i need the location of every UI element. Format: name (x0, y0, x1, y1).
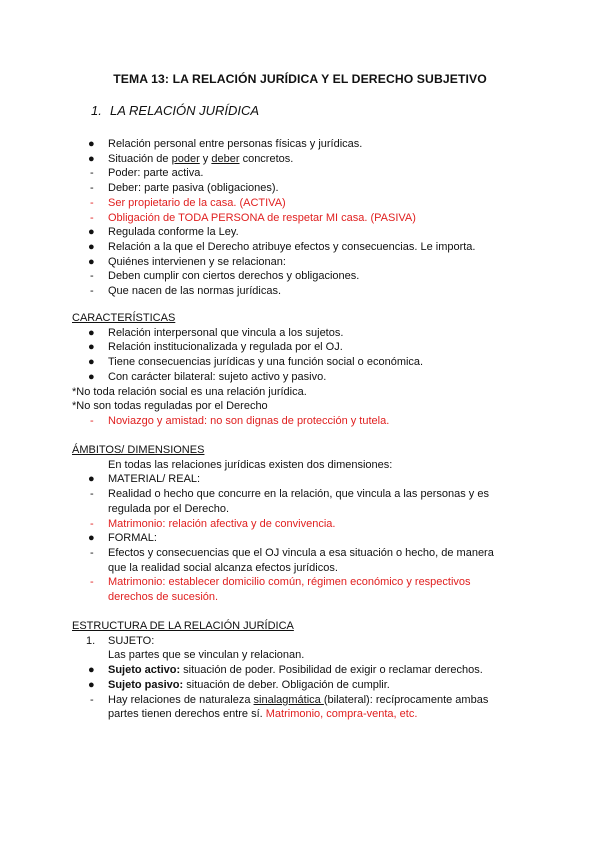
underlined-word: deber (211, 152, 240, 165)
section-label: LA RELACIÓN JURÍDICA (110, 103, 260, 118)
example-text: Matrimonio, compra-venta, etc. (265, 708, 418, 721)
list-item (0, 355, 508, 370)
bullet-icon: ● (88, 152, 95, 165)
bold-term: Sujeto activo: (108, 664, 181, 677)
list-item-text: Deben cumplir con ciertos derechos y obligaciones. (108, 270, 360, 283)
bullet-icon: ● (88, 341, 95, 354)
list-item-example (0, 211, 508, 226)
note-text: *No toda relación social es una relación jurídica. (72, 385, 307, 398)
section-heading-relacion (91, 104, 259, 119)
list-item-example (0, 575, 513, 604)
list-item-text: y (199, 152, 212, 165)
list-item (0, 340, 508, 355)
list-item (0, 487, 513, 516)
list-item (0, 531, 508, 546)
bullet-icon: ● (88, 532, 95, 545)
bullet-icon: ● (88, 326, 95, 339)
list-item (0, 181, 508, 196)
ambitos-section (0, 443, 600, 605)
list-item (0, 546, 513, 575)
list-item-text: Relación a la que el Derecho atribuye efectos y consecuencias. Le importa. (108, 240, 476, 253)
intro-list (0, 137, 600, 299)
section-number: 1. (91, 103, 102, 118)
dash-icon: - (90, 488, 94, 501)
note-text: *No son todas reguladas por el Derecho (72, 400, 268, 413)
list-item (0, 240, 508, 255)
list-item (0, 284, 508, 299)
list-item (0, 137, 508, 152)
bold-term: Sujeto pasivo: (108, 678, 184, 691)
list-item-text: FORMAL: (108, 532, 157, 545)
dash-icon: - (90, 211, 94, 224)
bullet-icon: ● (88, 678, 95, 691)
list-item (0, 693, 513, 722)
list-item-text: Regulada conforme la Ley. (108, 226, 239, 239)
list-item-text: Noviazgo y amistad: no son dignas de protección y tutela. (108, 414, 390, 427)
list-item-text: Efectos y consecuencias que el OJ vincula a esa situación o hecho, de manera que la realidad social alcanza efectos jurídicos. (108, 546, 494, 574)
list-item-text: Matrimonio: relación afectiva y de convivencia. (108, 517, 336, 530)
dash-icon: - (90, 576, 94, 589)
dash-icon: - (90, 693, 94, 706)
list-item-text: Tiene consecuencias jurídicas y una función social o económica. (108, 356, 424, 369)
list-item (0, 225, 508, 240)
bullet-icon: ● (88, 473, 95, 486)
document-title: TEMA 13: LA RELACIÓN JURÍDICA Y EL DERECHO SUBJETIVO (113, 72, 487, 86)
list-item-text: Ser propietario de la casa. (ACTIVA) (108, 196, 286, 209)
bullet-icon: ● (88, 226, 95, 239)
list-item-example (0, 517, 508, 532)
dash-icon: - (90, 546, 94, 559)
dash-icon: - (90, 167, 94, 180)
underlined-word: poder (171, 152, 200, 165)
estructura-section (0, 619, 600, 722)
list-item (0, 472, 508, 487)
dash-icon: - (90, 414, 94, 427)
list-item-text: Relación institucionalizada y regulada por el OJ. (108, 341, 343, 354)
list-item (0, 370, 508, 385)
list-item-text: Realidad o hecho que concurre en la relación, que vincula a las personas y es regulada por el Derecho. (108, 488, 489, 515)
list-item (0, 663, 508, 678)
list-item-text: Relación personal entre personas físicas y jurídicas. (108, 138, 363, 150)
list-item-text: Que nacen de las normas jurídicas. (108, 285, 282, 298)
bullet-icon: ● (88, 255, 95, 268)
section-heading-estructura: ESTRUCTURA DE LA RELACIÓN JURÍDICA (72, 620, 294, 632)
bullet-icon: ● (88, 356, 95, 369)
list-item-text: MATERIAL/ REAL: (108, 473, 201, 486)
section-heading-ambitos: ÁMBITOS/ DIMENSIONES (72, 444, 205, 456)
list-item (0, 269, 508, 284)
section-heading-caracteristicas: CARACTERÍSTICAS (72, 312, 176, 324)
paragraph-text: Las partes que se vinculan y relacionan. (108, 649, 305, 662)
bullet-icon: ● (88, 370, 95, 383)
dash-icon: - (90, 182, 94, 195)
dash-icon: - (90, 285, 94, 298)
list-item-example (0, 414, 508, 429)
numbered-item (0, 634, 508, 649)
caracteristicas-section (0, 311, 600, 429)
list-item-text: Con carácter bilateral: sujeto activo y pasivo. (108, 370, 327, 383)
list-item-text: Obligación de TODA PERSONA de respetar MI casa. (PASIVA) (108, 211, 416, 224)
list-item-text: situación de poder. Posibilidad de exigir o reclamar derechos. (180, 664, 483, 677)
list-item-text: Matrimonio: establecer domicilio común, régimen económico y respectivos derechos de sucesión. (108, 576, 471, 604)
list-item-text: Quiénes intervienen y se relacionan: (108, 255, 286, 268)
list-item (0, 152, 508, 167)
list-item-text: (bilateral): recíprocamente ambas partes tienen derechos entre sí. (108, 693, 489, 721)
list-item-text: Poder: parte activa. (108, 167, 204, 180)
list-item-text: SUJETO: (108, 634, 155, 647)
list-item (0, 255, 508, 270)
bullet-icon: ● (88, 138, 95, 150)
bullet-icon: ● (88, 240, 95, 253)
list-item-text: Deber: parte pasiva (obligaciones). (108, 182, 279, 195)
list-item (0, 678, 508, 693)
dash-icon: - (90, 196, 94, 209)
list-item (0, 166, 508, 181)
list-item-example (0, 196, 508, 211)
list-item (0, 326, 508, 341)
bullet-icon: ● (88, 664, 95, 677)
list-item-text: concretos. (239, 152, 294, 165)
paragraph-text: En todas las relaciones jurídicas existen dos dimensiones: (108, 458, 393, 471)
item-number: 1. (86, 634, 96, 647)
dash-icon: - (90, 270, 94, 283)
list-item-text: Relación interpersonal que vincula a los sujetos. (108, 326, 344, 339)
underlined-word: sinalagmática (253, 693, 324, 706)
dash-icon: - (90, 517, 94, 530)
list-item-text: Hay relaciones de naturaleza (108, 693, 254, 706)
list-item-text: situación de deber. Obligación de cumplir. (183, 678, 390, 691)
list-item-text: Situación de (108, 152, 172, 165)
